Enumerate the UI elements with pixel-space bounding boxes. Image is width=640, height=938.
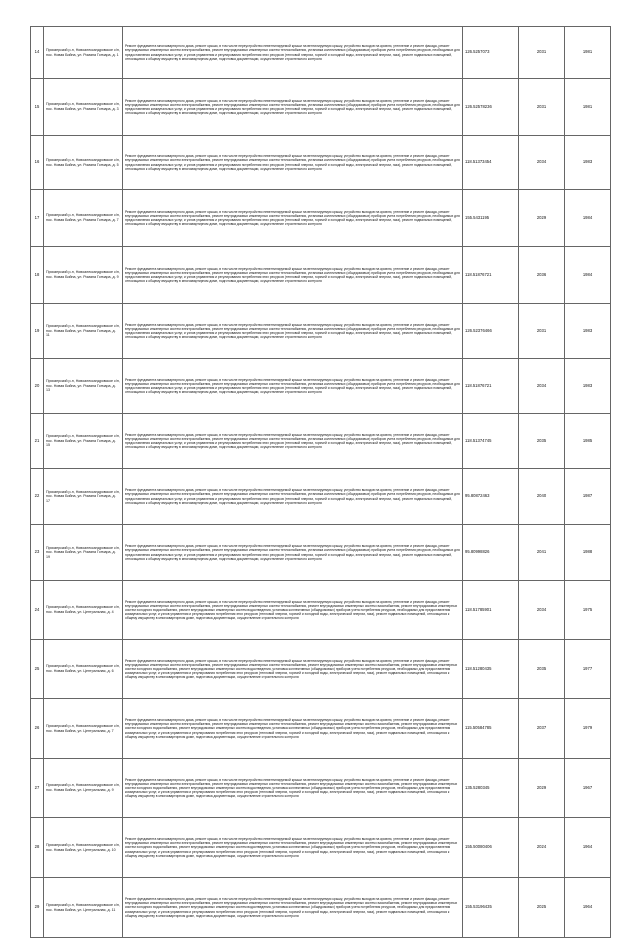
row-number-cell: 19	[31, 304, 44, 359]
works-description-cell: Ремонт фундамента многоквартирного дома, ремонт крыши, в том числе переустройство невентилируемой крыши на вентилируемую крышу, устройство выходов на кровлю, утепление и ремонт фасада, ремонт внутридомовых инженерных систем электроснабжения, ремонт внутридомовых инженерных систем теплоснабжения, установка коллективных (общедомовых) приборов учета потребления ресурсов, необходимых для предоставления коммунальных услуг, и узлов управления и регулирования потребления этих ресурсов (тепловой энергии, горячей и холодной воды, электрической энергии, газа), ремонт подвальных помещений, относящихся к общему имуществу в многоквартирном доме, подготовка документации, осуществление строительного контроля	[123, 469, 463, 525]
table-row	[31, 27, 611, 79]
table-row	[31, 414, 611, 469]
address-cell: Приозерский р-н, Новоалександровское с/п, пос. Новая Бийна, ул. Романа Гончара, д. 9	[44, 247, 123, 304]
value-cell: 95.80872463	[463, 469, 519, 525]
planned-year-cell: 2034	[519, 136, 565, 190]
row-number-cell: 20	[31, 359, 44, 414]
address-cell: Приозерский р-н, Новоалександровское с/п, пос. Новая Бийна, ул. Романа Гончара, д. 19	[44, 525, 123, 581]
build-year-cell: 1981	[565, 27, 611, 79]
address-cell: Приозерский р-н, Новоалександровское с/п, пос. Новая Бийна, ул. Романа Гончара, д. 7	[44, 190, 123, 247]
build-year-cell: 1985	[565, 414, 611, 469]
value-cell: 118.51280435	[463, 640, 519, 699]
works-description-cell: Ремонт фундамента многоквартирного дома, ремонт крыши, в том числе переустройство невентилируемой крыши на вентилируемую крышу, устройство выходов на кровлю, утепление и ремонт фасада, ремонт внутридомовых инженерных систем электроснабжения, ремонт внутридомовых инженерных систем теплоснабжения, установка коллективных (общедомовых) приборов учета потребления ресурсов, необходимых для предоставления коммунальных услуг, и узлов управления и регулирования потребления этих ресурсов (тепловой энергии, горячей и холодной воды, электрической энергии, газа), ремонт подвальных помещений, относящихся к общему имуществу в многоквартирном доме, подготовка документации, осуществление строительного контроля	[123, 136, 463, 190]
works-description-cell: Ремонт фундамента многоквартирного дома, ремонт крыши, в том числе переустройство невентилируемой крыши на вентилируемую крышу, устройство выходов на кровлю, утепление и ремонт фасада, ремонт внутридомовых инженерных систем электроснабжения, ремонт внутридомовых инженерных систем теплоснабжения, установка коллективных (общедомовых) приборов учета потребления ресурсов, необходимых для предоставления коммунальных услуг, и узлов управления и регулирования потребления этих ресурсов (тепловой энергии, горячей и холодной воды, электрической энергии, газа), ремонт подвальных помещений, относящихся к общему имуществу в многоквартирном доме, подготовка документации, осуществление строительного контроля	[123, 247, 463, 304]
build-year-cell: 1988	[565, 525, 611, 581]
planned-year-cell: 2024	[519, 818, 565, 878]
build-year-cell: 1983	[565, 136, 611, 190]
address-cell: Приозерский р-н, Новоалександровское с/п, пос. Новая Бийна, ул. Центральная, д. 11	[44, 878, 123, 938]
works-description-cell: Ремонт фундамента многоквартирного дома, ремонт крыши, в том числе переустройство невентилируемой крыши на вентилируемую крышу, устройство выходов на кровлю, утепление и ремонт фасада, ремонт внутридомовых инженерных систем электроснабжения, ремонт внутридомовых инженерных систем теплоснабжения, установка коллективных (общедомовых) приборов учета потребления ресурсов, необходимых для предоставления коммунальных услуг, и узлов управления и регулирования потребления этих ресурсов (тепловой энергии, горячей и холодной воды, электрической энергии, газа), ремонт подвальных помещений, относящихся к общему имуществу в многоквартирном доме, подготовка документации, осуществление строительного контроля	[123, 414, 463, 469]
build-year-cell: 1984	[565, 190, 611, 247]
table-row	[31, 759, 611, 818]
value-cell: 118.51374745	[463, 414, 519, 469]
row-number-cell: 24	[31, 581, 44, 640]
works-description-cell: Ремонт фундамента многоквартирного дома, ремонт крыши, в том числе переустройство невентилируемой крыши на вентилируемую крышу, устройство выходов на кровлю, утепление и ремонт фасада, ремонт внутридомовых инженерных систем электроснабжения, ремонт внутридомовых инженерных систем теплоснабжения, установка коллективных (общедомовых) приборов учета потребления ресурсов, необходимых для предоставления коммунальных услуг, и узлов управления и регулирования потребления этих ресурсов (тепловой энергии, горячей и холодной воды, электрической энергии, газа), ремонт подвальных помещений, относящихся к общему имуществу в многоквартирном доме, подготовка документации, осуществление строительного контроля	[123, 304, 463, 359]
row-number-cell: 14	[31, 27, 44, 79]
table-body	[31, 27, 611, 938]
capital-repair-table	[30, 26, 611, 938]
build-year-cell: 1975	[565, 581, 611, 640]
planned-year-cell: 2025	[519, 878, 565, 938]
works-description-cell: Ремонт фундамента многоквартирного дома, ремонт крыши, в том числе переустройство невентилируемой крыши на вентилируемую крышу, устройство выходов на кровлю, утепление и ремонт фасада, ремонт внутридомовых инженерных систем электроснабжения, ремонт внутридомовых инженерных систем теплоснабжения, ремонт внутридомовых инженерных систем газоснабжения, ремонт внутридомовых инженерных систем холодного водоснабжения, ремонт внутридомовых инженерных систем водоотведения, установка коллективных (общедомовых) приборов учета потребления ресурсов, необходимых для предоставления коммунальных услуг, и узлов управления и регулирования потребления этих ресурсов (тепловой энергии, горячей и холодной воды, электрической энергии, газа), ремонт подвальных помещений, относящихся к общему имуществу в многоквартирном доме, подготовка документации, осуществление строительного контроля	[123, 699, 463, 759]
works-description-cell: Ремонт фундамента многоквартирного дома, ремонт крыши, в том числе переустройство невентилируемой крыши на вентилируемую крышу, устройство выходов на кровлю, утепление и ремонт фасада, ремонт внутридомовых инженерных систем электроснабжения, ремонт внутридомовых инженерных систем теплоснабжения, установка коллективных (общедомовых) приборов учета потребления ресурсов, необходимых для предоставления коммунальных услуг, и узлов управления и регулирования потребления этих ресурсов (тепловой энергии, горячей и холодной воды, электрической энергии, газа), ремонт подвальных помещений, относящихся к общему имуществу в многоквартирном доме, подготовка документации, осуществление строительного контроля	[123, 27, 463, 79]
row-number-cell: 27	[31, 759, 44, 818]
table-row	[31, 247, 611, 304]
address-cell: Приозерский р-н, Новоалександровское с/п, пос. Новая Бийна, ул. Романа Гончара, д. 13	[44, 359, 123, 414]
build-year-cell: 1967	[565, 759, 611, 818]
row-number-cell: 25	[31, 640, 44, 699]
address-cell: Приозерский р-н, Новоалександровское с/п, пос. Новая Бийна, ул. Романа Гончара, д. 1	[44, 27, 123, 79]
value-cell: 126.52578236	[463, 79, 519, 136]
table-row	[31, 581, 611, 640]
build-year-cell: 1983	[565, 359, 611, 414]
planned-year-cell: 2040	[519, 469, 565, 525]
row-number-cell: 17	[31, 190, 44, 247]
value-cell: 95.80998826	[463, 525, 519, 581]
address-cell: Приозерский р-н, Новоалександровское с/п, пос. Новая Бийна, ул. Центральная, д. 6	[44, 640, 123, 699]
works-description-cell: Ремонт фундамента многоквартирного дома, ремонт крыши, в том числе переустройство невентилируемой крыши на вентилируемую крышу, устройство выходов на кровлю, утепление и ремонт фасада, ремонт внутридомовых инженерных систем электроснабжения, ремонт внутридомовых инженерных систем теплоснабжения, ремонт внутридомовых инженерных систем газоснабжения, ремонт внутридомовых инженерных систем холодного водоснабжения, ремонт внутридомовых инженерных систем водоотведения, установка коллективных (общедомовых) приборов учета потребления ресурсов, необходимых для предоставления коммунальных услуг, и узлов управления и регулирования потребления этих ресурсов (тепловой энергии, горячей и холодной воды, электрической энергии, газа), ремонт подвальных помещений, относящихся к общему имуществу в многоквартирном доме, подготовка документации, осуществление строительного контроля	[123, 640, 463, 699]
row-number-cell: 29	[31, 878, 44, 938]
row-number-cell: 21	[31, 414, 44, 469]
address-cell: Приозерский р-н, Новоалександровское с/п, пос. Новая Бийна, ул. Центральная, д. 7	[44, 699, 123, 759]
planned-year-cell: 2034	[519, 581, 565, 640]
address-cell: Приозерский р-н, Новоалександровское с/п, пос. Новая Бийна, ул. Романа Гончара, д. 11	[44, 304, 123, 359]
address-cell: Приозерский р-н, Новоалександровское с/п, пос. Новая Бийна, ул. Центральная, д. 9	[44, 759, 123, 818]
row-number-cell: 22	[31, 469, 44, 525]
planned-year-cell: 2036	[519, 247, 565, 304]
works-description-cell: Ремонт фундамента многоквартирного дома, ремонт крыши, в том числе переустройство невентилируемой крыши на вентилируемую крышу, устройство выходов на кровлю, утепление и ремонт фасада, ремонт внутридомовых инженерных систем электроснабжения, ремонт внутридомовых инженерных систем теплоснабжения, ремонт внутридомовых инженерных систем газоснабжения, ремонт внутридомовых инженерных систем холодного водоснабжения, ремонт внутридомовых инженерных систем водоотведения, установка коллективных (общедомовых) приборов учета потребления ресурсов, необходимых для предоставления коммунальных услуг, и узлов управления и регулирования потребления этих ресурсов (тепловой энергии, горячей и холодной воды, электрической энергии, газа), ремонт подвальных помещений, относящихся к общему имуществу в многоквартирном доме, подготовка документации, осуществление строительного контроля	[123, 759, 463, 818]
value-cell: 135.5280345	[463, 759, 519, 818]
address-cell: Приозерский р-н, Новоалександровское с/п, пос. Новая Бийна, ул. Романа Гончара, д. 17	[44, 469, 123, 525]
row-number-cell: 18	[31, 247, 44, 304]
table-row	[31, 304, 611, 359]
value-cell: 115.50584785	[463, 699, 519, 759]
value-cell: 155.50080406	[463, 818, 519, 878]
planned-year-cell: 2029	[519, 190, 565, 247]
value-cell: 118.51876721	[463, 359, 519, 414]
value-cell: 155.53196435	[463, 878, 519, 938]
build-year-cell: 1964	[565, 878, 611, 938]
address-cell: Приозерский р-н, Новоалександровское с/п, пос. Новая Бийна, ул. Романа Гончара, д. 5	[44, 136, 123, 190]
table-row	[31, 525, 611, 581]
row-number-cell: 16	[31, 136, 44, 190]
table-row	[31, 190, 611, 247]
row-number-cell: 26	[31, 699, 44, 759]
build-year-cell: 1977	[565, 640, 611, 699]
table-row	[31, 469, 611, 525]
value-cell: 118.51785901	[463, 581, 519, 640]
planned-year-cell: 2037	[519, 699, 565, 759]
build-year-cell: 1987	[565, 469, 611, 525]
table-row	[31, 699, 611, 759]
table-row	[31, 640, 611, 699]
build-year-cell: 1981	[565, 79, 611, 136]
value-cell: 155.5431195	[463, 190, 519, 247]
planned-year-cell: 2031	[519, 304, 565, 359]
works-description-cell: Ремонт фундамента многоквартирного дома, ремонт крыши, в том числе переустройство невентилируемой крыши на вентилируемую крышу, устройство выходов на кровлю, утепление и ремонт фасада, ремонт внутридомовых инженерных систем электроснабжения, ремонт внутридомовых инженерных систем теплоснабжения, установка коллективных (общедомовых) приборов учета потребления ресурсов, необходимых для предоставления коммунальных услуг, и узлов управления и регулирования потребления этих ресурсов (тепловой энергии, горячей и холодной воды, электрической энергии, газа), ремонт подвальных помещений, относящихся к общему имуществу в многоквартирном доме, подготовка документации, осуществление строительного контроля	[123, 190, 463, 247]
row-number-cell: 28	[31, 818, 44, 878]
planned-year-cell: 2035	[519, 414, 565, 469]
table-row	[31, 79, 611, 136]
address-cell: Приозерский р-н, Новоалександровское с/п, пос. Новая Бийна, ул. Романа Гончара, д. 15	[44, 414, 123, 469]
build-year-cell: 1984	[565, 247, 611, 304]
planned-year-cell: 2031	[519, 79, 565, 136]
table-row	[31, 878, 611, 938]
works-description-cell: Ремонт фундамента многоквартирного дома, ремонт крыши, в том числе переустройство невентилируемой крыши на вентилируемую крышу, устройство выходов на кровлю, утепление и ремонт фасада, ремонт внутридомовых инженерных систем электроснабжения, ремонт внутридомовых инженерных систем теплоснабжения, установка коллективных (общедомовых) приборов учета потребления ресурсов, необходимых для предоставления коммунальных услуг, и узлов управления и регулирования потребления этих ресурсов (тепловой энергии, горячей и холодной воды, электрической энергии, газа), ремонт подвальных помещений, относящихся к общему имуществу в многоквартирном доме, подготовка документации, осуществление строительного контроля	[123, 359, 463, 414]
works-description-cell: Ремонт фундамента многоквартирного дома, ремонт крыши, в том числе переустройство невентилируемой крыши на вентилируемую крышу, устройство выходов на кровлю, утепление и ремонт фасада, ремонт внутридомовых инженерных систем электроснабжения, ремонт внутридомовых инженерных систем теплоснабжения, ремонт внутридомовых инженерных систем газоснабжения, ремонт внутридомовых инженерных систем холодного водоснабжения, ремонт внутридомовых инженерных систем водоотведения, установка коллективных (общедомовых) приборов учета потребления ресурсов, необходимых для предоставления коммунальных услуг, и узлов управления и регулирования потребления этих ресурсов (тепловой энергии, горячей и холодной воды, электрической энергии, газа), ремонт подвальных помещений, относящихся к общему имуществу в многоквартирном доме, подготовка документации, осуществление строительного контроля	[123, 878, 463, 938]
planned-year-cell: 2029	[519, 759, 565, 818]
address-cell: Приозерский р-н, Новоалександровское с/п, пос. Новая Бийна, ул. Центральная, д. 10	[44, 818, 123, 878]
works-description-cell: Ремонт фундамента многоквартирного дома, ремонт крыши, в том числе переустройство невентилируемой крыши на вентилируемую крышу, устройство выходов на кровлю, утепление и ремонт фасада, ремонт внутридомовых инженерных систем электроснабжения, ремонт внутридомовых инженерных систем теплоснабжения, ремонт внутридомовых инженерных систем газоснабжения, ремонт внутридомовых инженерных систем холодного водоснабжения, ремонт внутридомовых инженерных систем водоотведения, установка коллективных (общедомовых) приборов учета потребления ресурсов, необходимых для предоставления коммунальных услуг, и узлов управления и регулирования потребления этих ресурсов (тепловой энергии, горячей и холодной воды, электрической энергии, газа), ремонт подвальных помещений, относящихся к общему имуществу в многоквартирном доме, подготовка документации, осуществление строительного контроля	[123, 818, 463, 878]
address-cell: Приозерский р-н, Новоалександровское с/п, пос. Новая Бийна, ул. Центральная, д. 4	[44, 581, 123, 640]
build-year-cell: 1964	[565, 818, 611, 878]
works-description-cell: Ремонт фундамента многоквартирного дома, ремонт крыши, в том числе переустройство невентилируемой крыши на вентилируемую крышу, устройство выходов на кровлю, утепление и ремонт фасада, ремонт внутридомовых инженерных систем электроснабжения, ремонт внутридомовых инженерных систем теплоснабжения, ремонт внутридомовых инженерных систем газоснабжения, ремонт внутридомовых инженерных систем холодного водоснабжения, ремонт внутридомовых инженерных систем водоотведения, установка коллективных (общедомовых) приборов учета потребления ресурсов, необходимых для предоставления коммунальных услуг, и узлов управления и регулирования потребления этих ресурсов (тепловой энергии, горячей и холодной воды, электрической энергии, газа), ремонт подвальных помещений, относящихся к общему имуществу в многоквартирном доме, подготовка документации, осуществление строительного контроля	[123, 581, 463, 640]
planned-year-cell: 2031	[519, 27, 565, 79]
value-cell: 126.5257073	[463, 27, 519, 79]
works-description-cell: Ремонт фундамента многоквартирного дома, ремонт крыши, в том числе переустройство невентилируемой крыши на вентилируемую крышу, устройство выходов на кровлю, утепление и ремонт фасада, ремонт внутридомовых инженерных систем электроснабжения, ремонт внутридомовых инженерных систем теплоснабжения, установка коллективных (общедомовых) приборов учета потребления ресурсов, необходимых для предоставления коммунальных услуг, и узлов управления и регулирования потребления этих ресурсов (тепловой энергии, горячей и холодной воды, электрической энергии, газа), ремонт подвальных помещений, относящихся к общему имуществу в многоквартирном доме, подготовка документации, осуществление строительного контроля	[123, 79, 463, 136]
address-cell: Приозерский р-н, Новоалександровское с/п, пос. Новая Бийна, ул. Романа Гончара, д. 3	[44, 79, 123, 136]
value-cell: 118.51373454	[463, 136, 519, 190]
value-cell: 126.52376466	[463, 304, 519, 359]
works-description-cell: Ремонт фундамента многоквартирного дома, ремонт крыши, в том числе переустройство невентилируемой крыши на вентилируемую крышу, устройство выходов на кровлю, утепление и ремонт фасада, ремонт внутридомовых инженерных систем электроснабжения, ремонт внутридомовых инженерных систем теплоснабжения, установка коллективных (общедомовых) приборов учета потребления ресурсов, необходимых для предоставления коммунальных услуг, и узлов управления и регулирования потребления этих ресурсов (тепловой энергии, горячей и холодной воды, электрической энергии, газа), ремонт подвальных помещений, относящихся к общему имуществу в многоквартирном доме, подготовка документации, осуществление строительного контроля	[123, 525, 463, 581]
row-number-cell: 23	[31, 525, 44, 581]
planned-year-cell: 2041	[519, 525, 565, 581]
value-cell: 118.51876721	[463, 247, 519, 304]
build-year-cell: 1979	[565, 699, 611, 759]
planned-year-cell: 2035	[519, 640, 565, 699]
planned-year-cell: 2034	[519, 359, 565, 414]
table-row	[31, 818, 611, 878]
table-row	[31, 359, 611, 414]
build-year-cell: 1983	[565, 304, 611, 359]
row-number-cell: 15	[31, 79, 44, 136]
table-row	[31, 136, 611, 190]
